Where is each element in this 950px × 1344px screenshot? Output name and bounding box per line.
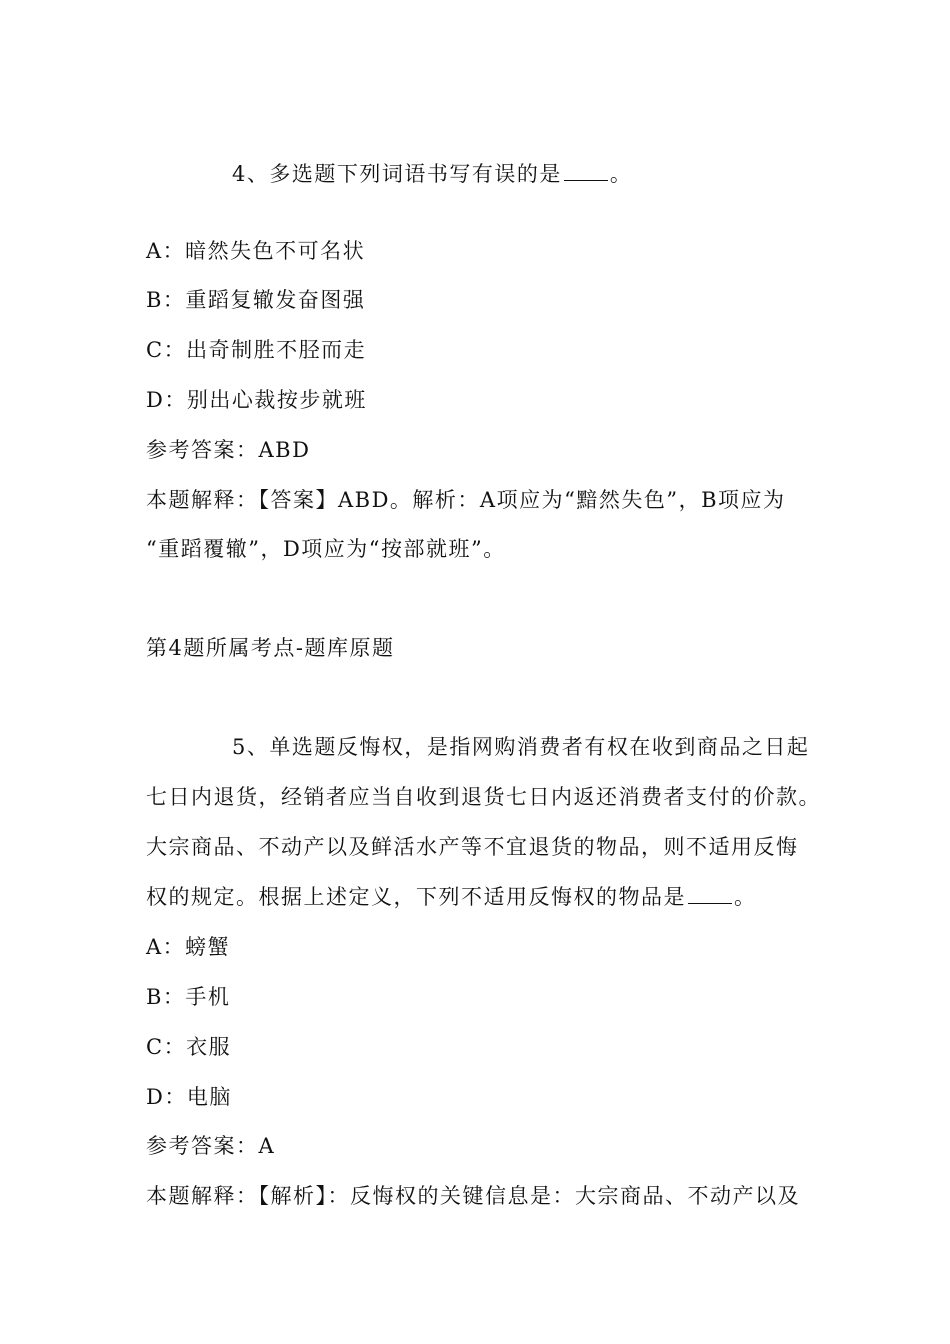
- q4-explanation-line2: “重蹈覆辙”，D项应为“按部就班”。: [146, 537, 506, 561]
- q4-stem-text: 4、多选题下列词语书写有误的是: [232, 162, 562, 186]
- q4-option-a: A：暗然失色不可名状: [146, 239, 366, 263]
- q5-stem-line3: 大宗商品、不动产以及鲜活水产等不宜退货的物品，则不适用反悔: [146, 835, 799, 859]
- q4-explanation-line1: 本题解释：【答案】ABD。解析：A项应为“黯然失色”，B项应为: [146, 488, 786, 512]
- q4-topic: 第4题所属考点-题库原题: [146, 636, 395, 660]
- q5-stem-end: 。: [734, 885, 757, 909]
- q5-answer-blank: [688, 885, 732, 904]
- q4-option-d: D：别出心裁按步就班: [146, 388, 367, 412]
- q4-option-b: B：重蹈复辙发奋图强: [146, 288, 366, 312]
- q5-explanation-line1: 本题解释：【解析】：反悔权的关键信息是：大宗商品、不动产以及: [146, 1184, 800, 1208]
- q5-option-c: C：衣服: [146, 1035, 232, 1059]
- q5-answer: 参考答案：A: [146, 1134, 276, 1158]
- q5-stem-line4: [146, 883, 757, 911]
- q5-option-d: D：电脑: [146, 1085, 232, 1109]
- q4-stem: [232, 160, 632, 188]
- q5-option-a: A：螃蟹: [146, 935, 231, 959]
- q4-option-c: C：出奇制胜不胫而走: [146, 338, 367, 362]
- q4-stem-end: 。: [609, 162, 633, 186]
- q4-answer: 参考答案：ABD: [146, 438, 311, 462]
- q5-stem-line2: 七日内退货，经销者应当自收到退货七日内返还消费者支付的价款。: [146, 785, 821, 809]
- q4-answer-blank: [564, 162, 608, 181]
- q5-stem-line1: 5、单选题反悔权，是指网购消费者有权在收到商品之日起: [232, 735, 810, 759]
- q5-stem-line4-text: 权的规定。根据上述定义，下列不适用反悔权的物品是: [146, 885, 686, 909]
- q5-option-b: B：手机: [146, 985, 231, 1009]
